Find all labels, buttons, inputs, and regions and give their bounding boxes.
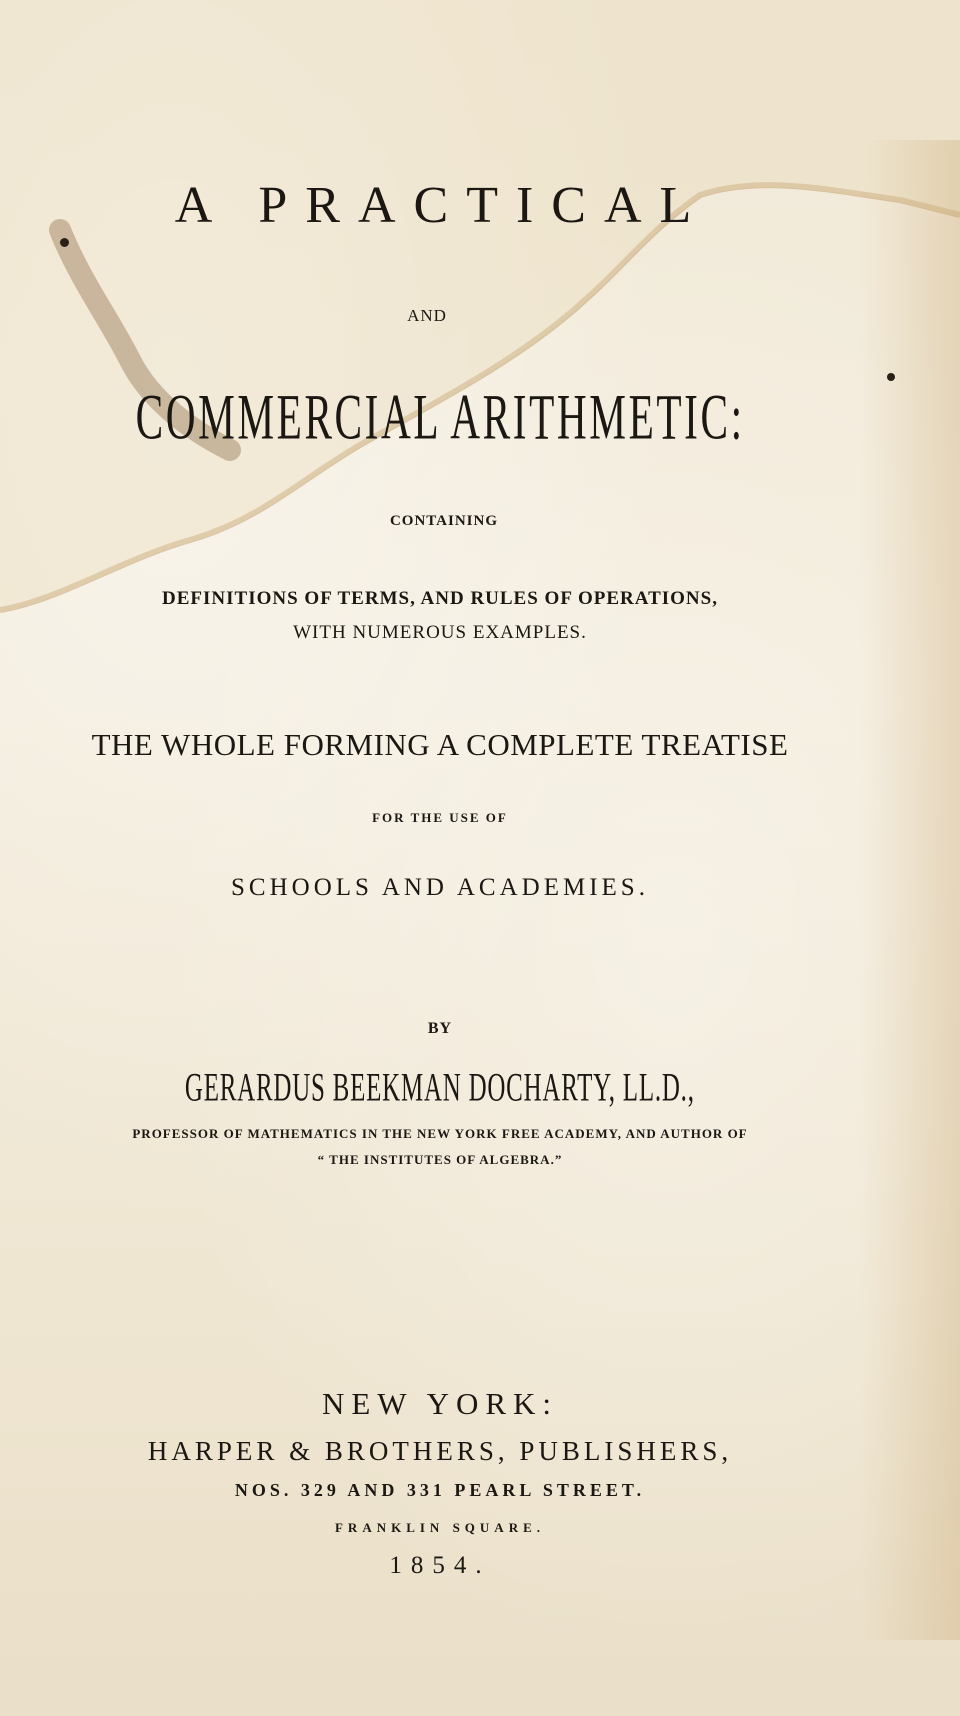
containing-label: CONTAINING — [389, 513, 499, 529]
title-line-1: A PRACTICAL — [174, 177, 710, 234]
author-name-text: GERARDUS BEEKMAN DOCHARTY, LL.D., — [185, 1064, 695, 1110]
author-credential-1: PROFESSOR OF MATHEMATICS IN THE NEW YORK FREE ACADEMY, AND AUTHOR OF — [132, 1126, 748, 1141]
by-label: BY — [427, 1020, 453, 1037]
imprint-publisher: HARPER & BROTHERS, PUBLISHERS, — [147, 1436, 733, 1466]
ink-speck — [887, 373, 895, 381]
title-conjunction: AND — [407, 306, 447, 325]
author-name — [0, 1064, 920, 1110]
title-line-2 — [0, 381, 920, 454]
description-line-1: DEFINITIONS OF TERMS, AND RULES OF OPERATIONS, — [162, 588, 718, 609]
author-credential-2: “ THE INSTITUTES OF ALGEBRA.” — [317, 1152, 563, 1167]
imprint-square: FRANKLIN SQUARE. — [334, 1520, 545, 1535]
for-use-label: FOR THE USE OF — [372, 810, 508, 825]
title-line-2-text: COMMERCIAL ARITHMETIC: — [135, 381, 745, 454]
audience-line: SCHOOLS AND ACADEMIES. — [231, 874, 649, 901]
imprint-year: 1854. — [389, 1552, 491, 1579]
treatise-line: THE WHOLE FORMING A COMPLETE TREATISE — [91, 727, 789, 762]
ink-speck — [60, 238, 69, 247]
imprint-address: NOS. 329 AND 331 PEARL STREET. — [234, 1480, 646, 1500]
imprint-city: NEW YORK: — [321, 1386, 559, 1421]
description-line-2: WITH NUMEROUS EXAMPLES. — [293, 622, 587, 643]
